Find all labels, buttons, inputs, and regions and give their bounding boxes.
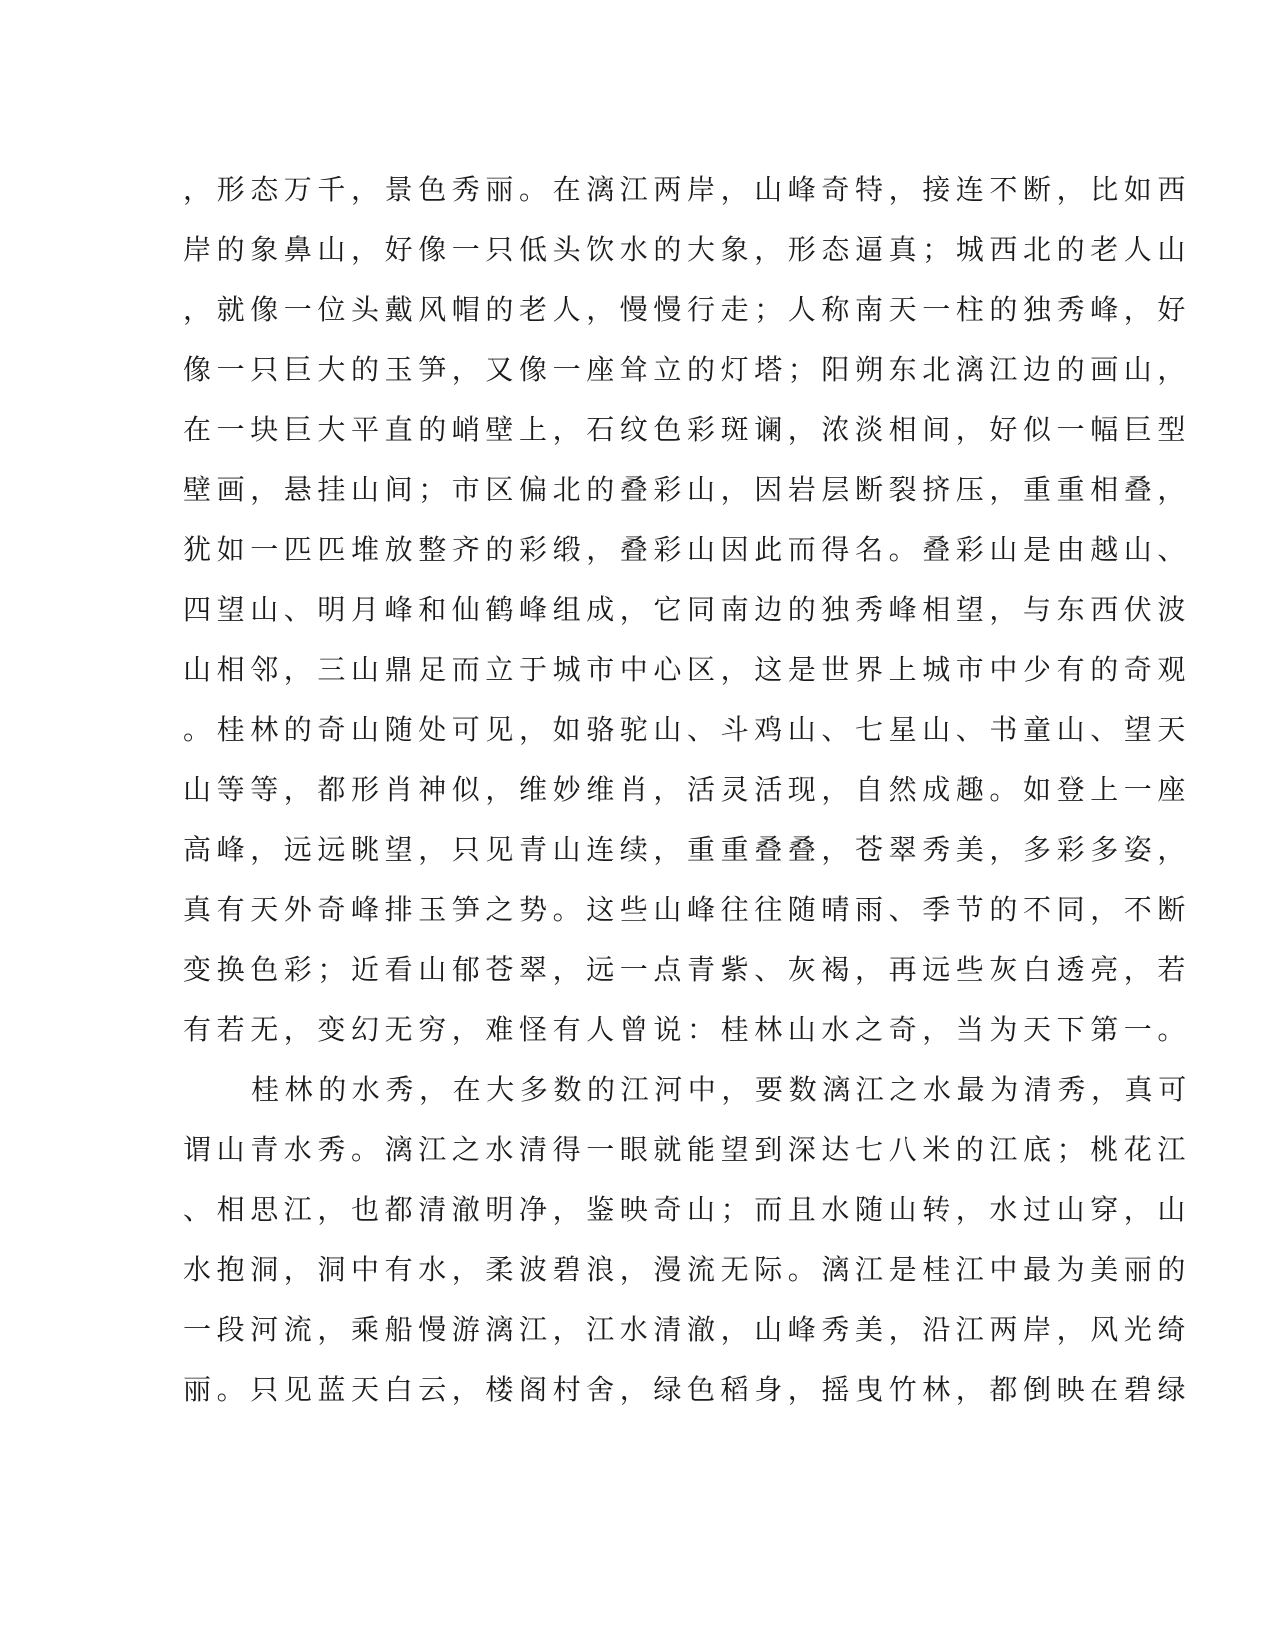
text-line: 真有天外奇峰排玉笋之势。这些山峰往往随晴雨、季节的不同，不断 [183,893,1192,926]
text-line: 高峰，远远眺望，只见青山连续，重重叠叠，苍翠秀美，多彩多姿， [183,833,1192,866]
text-line: 像一只巨大的玉笋，又像一座耸立的灯塔；阳朔东北漓江边的画山， [183,353,1192,386]
text-line: 山等等，都形肖神似，维妙维肖，活灵活现，自然成趣。如登上一座 [183,773,1192,806]
body-text [183,160,1192,1420]
text-line: 一段河流，乘船慢游漓江，江水清澈，山峰秀美，沿江两岸，风光绮 [183,1313,1192,1346]
text-line: 有若无，变幻无穷，难怪有人曾说：桂林山水之奇，当为天下第一。 [183,1013,1192,1046]
text-line: 丽。只见蓝天白云，楼阁村舍，绿色稻身，摇曳竹林，都倒映在碧绿 [183,1373,1192,1406]
text-line: 壁画，悬挂山间；市区偏北的叠彩山，因岩层断裂挤压，重重相叠， [183,473,1192,506]
text-line: 谓山青水秀。漓江之水清得一眼就能望到深达七八米的江底；桃花江 [183,1133,1192,1166]
text-line: 犹如一匹匹堆放整齐的彩缎，叠彩山因此而得名。叠彩山是由越山、 [183,533,1192,566]
text-line: 变换色彩；近看山郁苍翠，远一点青紫、灰褐，再远些灰白透亮，若 [183,953,1192,986]
paragraph-start-line: 桂林的水秀，在大多数的江河中，要数漓江之水最为清秀，真可 [251,1073,1192,1106]
text-line: 四望山、明月峰和仙鹤峰组成，它同南边的独秀峰相望，与东西伏波 [183,593,1192,626]
text-line: 。桂林的奇山随处可见，如骆驼山、斗鸡山、七星山、书童山、望天 [183,713,1192,746]
text-line: 水抱洞，洞中有水，柔波碧浪，漫流无际。漓江是桂江中最为美丽的 [183,1253,1192,1286]
text-line: 在一块巨大平直的峭壁上，石纹色彩斑谰，浓淡相间，好似一幅巨型 [183,413,1192,446]
text-line: 岸的象鼻山，好像一只低头饮水的大象，形态逼真；城西北的老人山 [183,233,1192,266]
text-line: 山相邻，三山鼎足而立于城市中心区，这是世界上城市中少有的奇观 [183,653,1192,686]
text-line: 、相思江，也都清澈明净，鉴映奇山；而且水随山转，水过山穿，山 [183,1193,1192,1226]
text-line: ，就像一位头戴风帽的老人，慢慢行走；人称南天一柱的独秀峰，好 [183,293,1192,326]
text-line: ，形态万千，景色秀丽。在漓江两岸，山峰奇特，接连不断，比如西 [183,173,1192,206]
